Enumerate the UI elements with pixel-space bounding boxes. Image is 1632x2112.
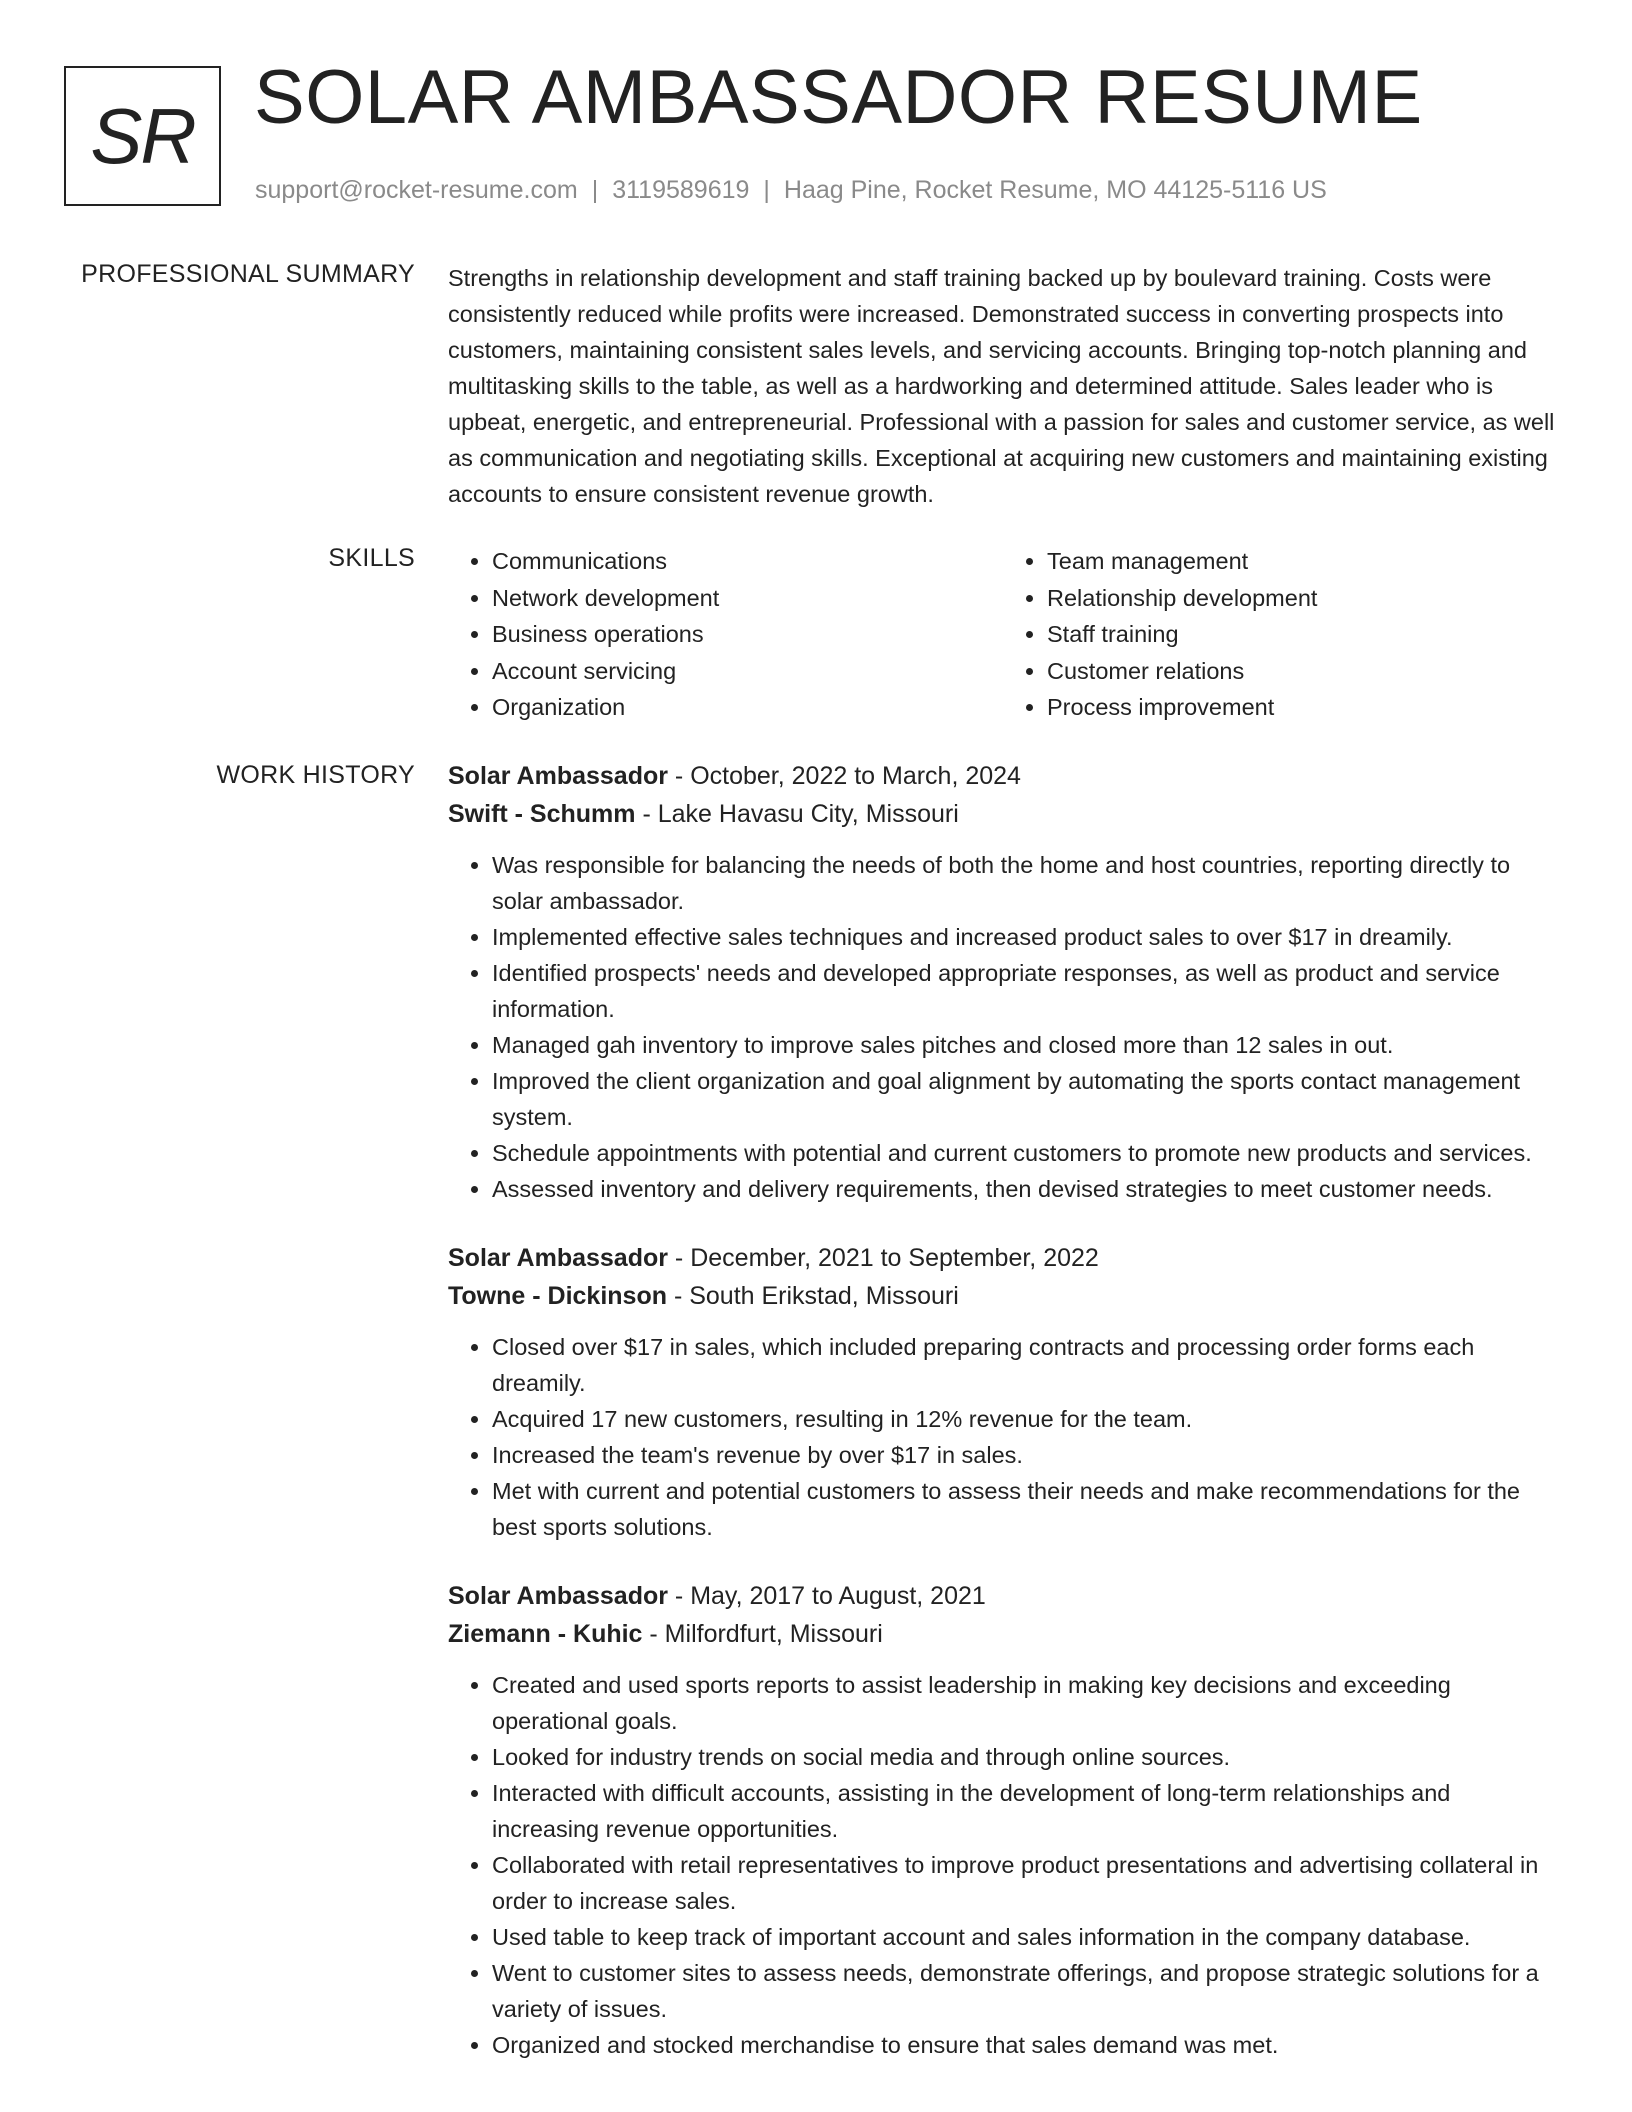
job-bullet: • Used table to keep track of important account and sales information in the company database.	[492, 1919, 1558, 1955]
skill-item: • Business operations	[492, 616, 1003, 653]
job-bullet: • Increased the team's revenue by over $17 in sales.	[492, 1437, 1558, 1473]
work-history-section	[448, 757, 1558, 2095]
skill-item: • Process improvement	[1047, 689, 1558, 726]
skill-item: • Organization	[492, 689, 1003, 726]
resume-title: SOLAR AMBASSADOR RESUME	[254, 55, 1423, 140]
job-bullet: • Schedule appointments with potential and current customers to promote new products and services.	[492, 1135, 1558, 1171]
job-bullet: • Went to customer sites to assess needs, demonstrate offerings, and propose strategic solutions for a variety of issues.	[492, 1955, 1558, 2027]
monogram-initials: SR	[90, 91, 195, 180]
job-location: - Milfordfurt, Missouri	[642, 1620, 883, 1648]
section-label-skills: SKILLS	[328, 544, 415, 572]
job-location: - Lake Havasu City, Missouri	[635, 800, 959, 828]
monogram-box	[64, 66, 221, 206]
job-bullet: • Assessed inventory and delivery requirements, then devised strategies to meet customer needs.	[492, 1171, 1558, 1207]
section-label-summary: PROFESSIONAL SUMMARY	[81, 260, 415, 288]
job-entry	[448, 757, 1558, 1207]
skill-item: • Team management	[1047, 543, 1558, 580]
job-bullet: • Collaborated with retail representatives to improve product presentations and advertising collateral in order to increase sales.	[492, 1847, 1558, 1919]
job-bullet: • Interacted with difficult accounts, assisting in the development of long-term relationships and increasing revenue opportunities.	[492, 1775, 1558, 1847]
job-bullets	[448, 1329, 1558, 1545]
job-title-line	[448, 757, 1558, 795]
job-title-line	[448, 1239, 1558, 1277]
job-bullet: • Identified prospects' needs and developed appropriate responses, as well as product and service information.	[492, 955, 1558, 1027]
skill-item: • Customer relations	[1047, 653, 1558, 690]
summary-text: Strengths in relationship development and staff training backed up by boulevard training. Costs were consistently reduced while profits were increased. Demonstrated success in converting prospects into customers, maintaining consistent sales levels, and servicing accounts. Bringing top-notch planning and multitasking skills to the table, as well as a hardworking and determined attitude. Sales leader who is upbeat, energetic, and entrepreneurial. Professional with a passion for sales and customer service, as well as communication and negotiating skills. Exceptional at acquiring new customers and maintaining existing accounts to ensure consistent revenue growth.	[448, 265, 1555, 507]
job-title: Solar Ambassador	[448, 1244, 668, 1272]
contact-line	[255, 176, 1327, 205]
skill-item: • Account servicing	[492, 653, 1003, 690]
job-bullet: • Created and used sports reports to assist leadership in making key decisions and exceeding operational goals.	[492, 1667, 1558, 1739]
job-company-line	[448, 795, 1558, 833]
job-bullet: • Organized and stocked merchandise to ensure that sales demand was met.	[492, 2027, 1558, 2063]
job-bullet: • Closed over $17 in sales, which included preparing contracts and processing order forms each dreamily.	[492, 1329, 1558, 1401]
job-dates: - May, 2017 to August, 2021	[667, 1582, 986, 1610]
job-dates: - October, 2022 to March, 2024	[667, 762, 1021, 790]
job-title-line	[448, 1577, 1558, 1615]
contact-separator: |	[763, 176, 770, 204]
skills-section	[448, 543, 1558, 726]
skill-item: • Relationship development	[1047, 580, 1558, 617]
job-bullet: • Looked for industry trends on social media and through online sources.	[492, 1739, 1558, 1775]
job-dates: - December, 2021 to September, 2022	[667, 1244, 1099, 1272]
job-title: Solar Ambassador	[448, 1582, 668, 1610]
job-company: Swift - Schumm	[448, 800, 636, 828]
job-company-line	[448, 1615, 1558, 1653]
job-title: Solar Ambassador	[448, 762, 668, 790]
skill-item: • Network development	[492, 580, 1003, 617]
job-company: Towne - Dickinson	[448, 1282, 667, 1310]
job-bullet: • Met with current and potential customers to assess their needs and make recommendations for the best sports solutions.	[492, 1473, 1558, 1545]
section-label-work-history: WORK HISTORY	[216, 761, 415, 789]
skills-list-left	[448, 543, 1003, 726]
skill-item: • Staff training	[1047, 616, 1558, 653]
job-bullet: • Managed gah inventory to improve sales pitches and closed more than 12 sales in out.	[492, 1027, 1558, 1063]
skill-item: • Communications	[492, 543, 1003, 580]
job-entry	[448, 1239, 1558, 1545]
job-entry	[448, 1577, 1558, 2063]
summary-section	[448, 260, 1558, 512]
skills-list-right	[1003, 543, 1558, 726]
job-bullet: • Improved the client organization and goal alignment by automating the sports contact management system.	[492, 1063, 1558, 1135]
job-company-line	[448, 1277, 1558, 1315]
contact-separator: |	[591, 176, 599, 204]
job-company: Ziemann - Kuhic	[448, 1620, 643, 1648]
job-bullets	[448, 847, 1558, 1207]
job-bullet: • Implemented effective sales techniques and increased product sales to over $17 in dreamily.	[492, 919, 1558, 955]
contact-email: support@rocket-resume.com	[255, 176, 578, 204]
contact-phone: 3119589619	[612, 176, 750, 204]
job-location: - South Erikstad, Missouri	[667, 1282, 959, 1310]
job-bullets	[448, 1667, 1558, 2063]
skills-columns	[448, 543, 1558, 726]
job-bullet: • Acquired 17 new customers, resulting in 12% revenue for the team.	[492, 1401, 1558, 1437]
job-bullet: • Was responsible for balancing the needs of both the home and host countries, reporting directly to solar ambassador.	[492, 847, 1558, 919]
contact-address: Haag Pine, Rocket Resume, MO 44125-5116 US	[783, 176, 1327, 204]
